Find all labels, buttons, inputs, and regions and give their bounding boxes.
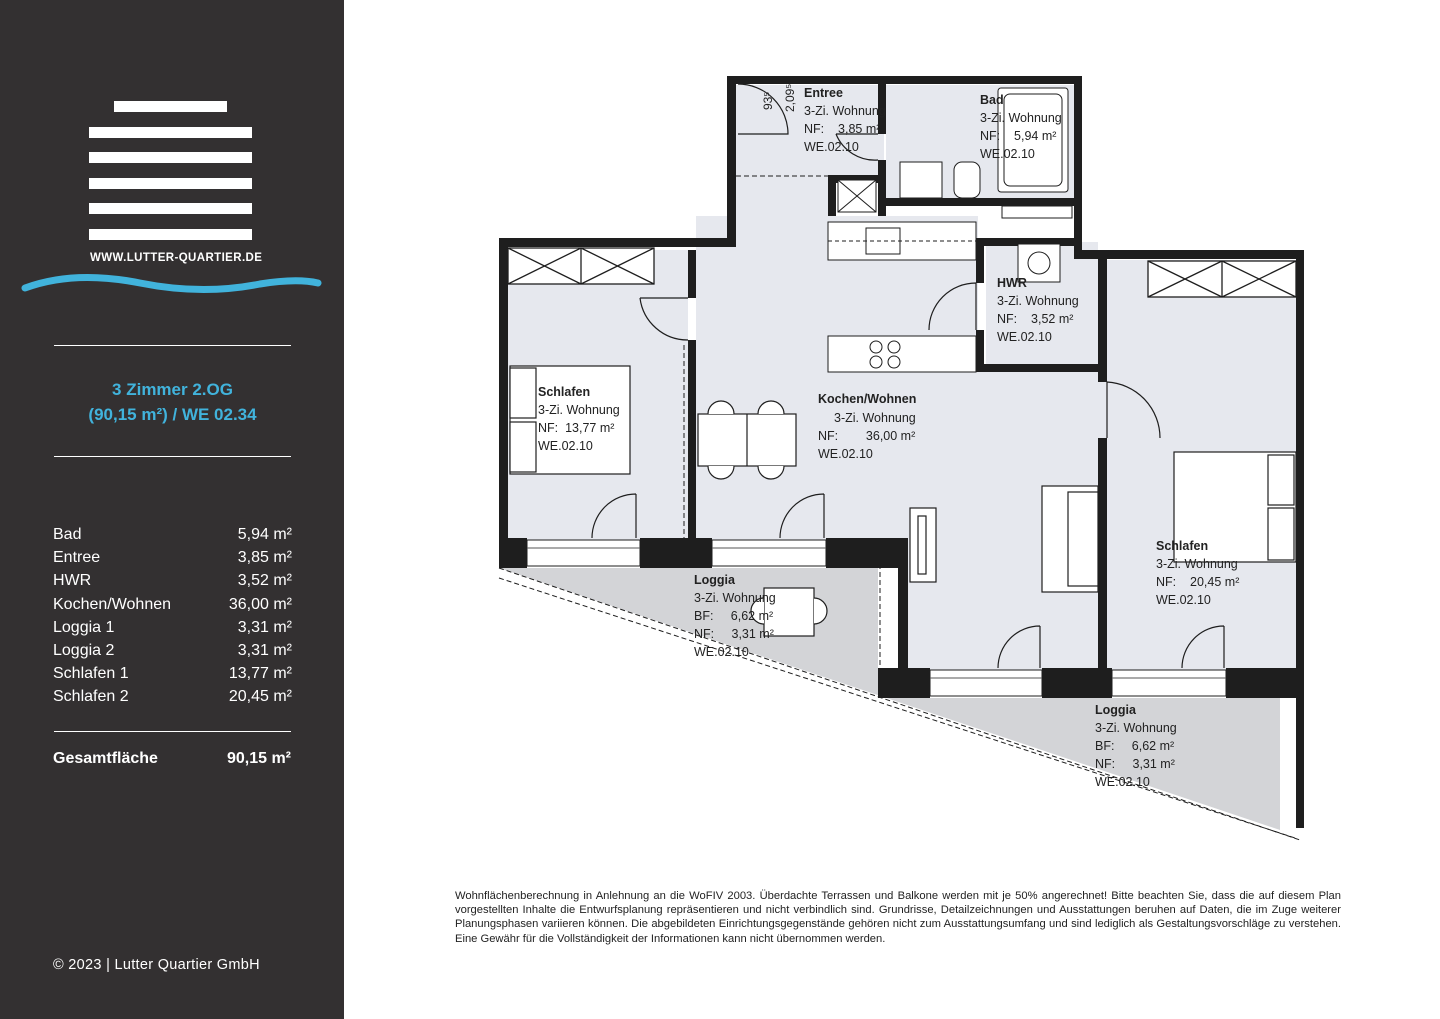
room-name: Bad [980, 93, 1004, 107]
room-unit: WE.02.10 [818, 447, 873, 461]
dimension-label: 93⁵ [761, 91, 775, 110]
area-name: Entree [53, 549, 101, 567]
total-label: Gesamtfläche [53, 750, 158, 767]
area-value: 3,31 m² [237, 641, 292, 659]
copyright: © 2023 | Lutter Quartier GmbH [53, 957, 260, 973]
room-unit: WE.02.10 [694, 645, 749, 659]
dimension-label: 2,09⁵ [783, 83, 797, 112]
area-name: Loggia 2 [53, 641, 115, 659]
room-unit: WE.02.10 [1095, 775, 1150, 789]
disclaimer: Wohnflächenberechnung in Anlehnung an die WoFIV 2003. Überdachte Terrassen und Balkone werden mit je 50% angerechnet! Bitte beachten Sie, dass die auf diesem Plan vorgestellten Inhalte die Entwurfsplanung repräsentieren und nicht verbindlich sind. Grundrisse, Detailzeichnungen und Ausstattungen beruhen auf Daten, die im Zuge weiterer Planungsphasen variieren können. Die abgebildeten Einrichtungsgegenstände gehören nicht zum Ausstattungsumfang und sind lediglich als Gestaltungsvorschläge zu verstehen. Eine Gewähr für die Vollständigkeit der Informationen kann nicht übernommen werden. [455, 890, 1341, 945]
room-name: Schlafen [538, 385, 591, 399]
area-name: Bad [53, 526, 82, 543]
room-area: NF: 36,00 m² [818, 429, 916, 443]
room-name: Schlafen [1156, 539, 1209, 553]
area-value: 13,77 m² [228, 665, 292, 683]
room-unit: WE.02.10 [538, 439, 593, 453]
area-value: 3,85 m² [237, 549, 292, 567]
room-type: 3-Zi. Wohnung [694, 591, 776, 605]
room-type: 3-Zi. Wohnung [1156, 557, 1238, 571]
room-type: 3-Zi. Wohnung [997, 294, 1079, 308]
room-name: Loggia [694, 573, 735, 587]
area-name: HWR [53, 572, 92, 590]
room-area: NF: 3,31 m² [694, 627, 774, 641]
room-unit: WE.02.10 [997, 330, 1052, 344]
room-bf: BF: 6,62 m² [1095, 739, 1175, 753]
room-area: NF: 3,85 m² [804, 122, 881, 136]
room-name: HWR [997, 276, 1027, 290]
room-type: 3-Zi. Wohnung [538, 403, 620, 417]
area-value: 36,00 m² [228, 595, 292, 613]
room-type: 3-Zi. Wohnung [1095, 721, 1177, 735]
room-unit: WE.02.10 [1156, 593, 1211, 607]
room-unit: WE.02.10 [980, 147, 1035, 161]
area-name: Kochen/Wohnen [53, 595, 172, 613]
brand-url: WWW.LUTTER-QUARTIER.DE [90, 252, 263, 264]
area-value: 5,94 m² [237, 526, 292, 543]
room-name: Kochen/Wohnen [818, 392, 917, 406]
total-value: 90,15 m² [226, 750, 291, 767]
area-name: Schlafen 2 [53, 688, 129, 706]
room-bf: BF: 6,62 m² [694, 609, 774, 623]
room-unit: WE.02.10 [804, 140, 859, 154]
room-type: 3-Zi. Wohnung [834, 411, 916, 425]
room-area: NF: 3,52 m² [997, 312, 1074, 326]
room-name: Entree [804, 86, 843, 100]
room-name: Loggia [1095, 703, 1136, 717]
room-area: NF: 3,31 m² [1095, 757, 1175, 771]
area-name: Loggia 1 [53, 618, 115, 636]
room-area: NF: 13,77 m² [538, 421, 615, 435]
room-type: 3-Zi. Wohnung [980, 111, 1062, 125]
room-type: 3-Zi. Wohnung [804, 104, 886, 118]
room-area: NF: 20,45 m² [1156, 575, 1240, 589]
apartment-subtitle: (90,15 m²) / WE 02.34 [88, 405, 257, 424]
room-area: NF: 5,94 m² [980, 129, 1057, 143]
area-value: 3,31 m² [237, 618, 292, 636]
area-value: 3,52 m² [237, 572, 292, 590]
area-name: Schlafen 1 [53, 665, 129, 683]
apartment-title: 3 Zimmer 2.OG [112, 380, 233, 399]
area-value: 20,45 m² [228, 688, 292, 706]
